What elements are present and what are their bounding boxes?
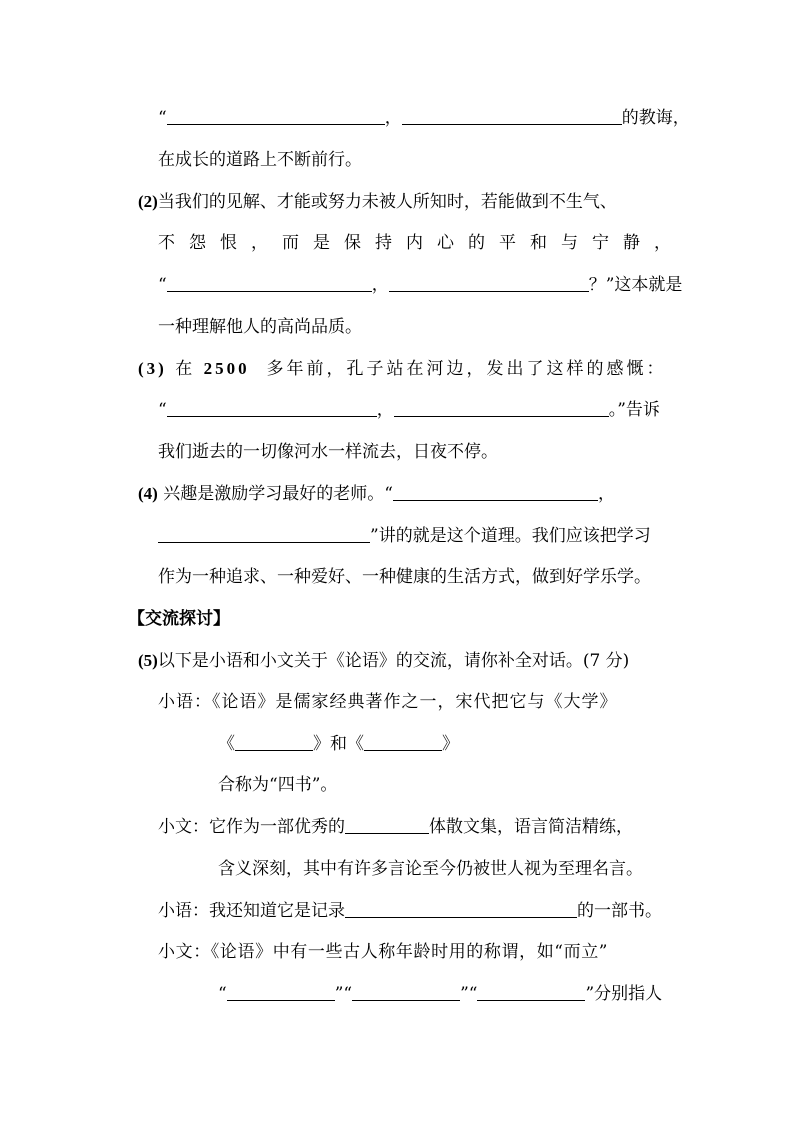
q5-blank-record[interactable] [345, 899, 577, 918]
q3-year: 2500 [203, 359, 250, 378]
q4-line-2 [158, 524, 651, 548]
dialogue-3-text-a: 小语：我还知道它是记录 [158, 901, 345, 921]
q2-end-text: ？”这本就是 [588, 275, 683, 295]
book-close: 》 [442, 734, 459, 754]
q3-answer-line [158, 398, 660, 422]
quote-sep-1: ”“ [334, 984, 353, 1004]
q2-answer-line [158, 273, 682, 297]
book-close-and: 》和《 [313, 734, 364, 754]
dialogue-3-text-b: 的一部书。 [577, 901, 662, 921]
q5-intro: 以下是小语和小文关于《论语》的交流，请你补全对话。(7 分) [157, 651, 630, 671]
q2-text-1: 当我们的见解、才能或努力未被人所知时，若能做到不生气、 [157, 192, 617, 212]
q5-line-1 [138, 649, 629, 673]
q2-number: (2) [138, 192, 158, 211]
q1-line-2: 在成长的道路上不断前行。 [158, 150, 362, 170]
q2-line-4: 一种理解他人的高尚品质。 [158, 317, 362, 337]
q4-line-1 [138, 482, 615, 506]
q2-blank-1[interactable] [167, 273, 372, 292]
book-open: 《 [218, 734, 235, 754]
dialogue-4-line-2 [218, 982, 662, 1006]
q3-blank-1[interactable] [167, 398, 377, 417]
q4-number: (4) [138, 484, 158, 503]
comma: ， [371, 275, 389, 295]
dialogue-2-line-2: 含义深刻，其中有许多言论至今仍被世人视为至理名言。 [218, 859, 643, 879]
q5-number: (5) [138, 651, 158, 670]
q4-text-2: ”讲的就是这个道理。我们应该把学习 [370, 526, 651, 546]
q3-end-text: 。”告诉 [608, 400, 660, 420]
q5-blank-book-1[interactable] [235, 732, 313, 751]
q5-blank-style[interactable] [345, 815, 429, 834]
dialogue-2-text-b: 体散文集，语言简洁精练， [429, 817, 633, 837]
q2-line-2: 不怨恨，而是保持内心的平和与宁静， [158, 233, 685, 253]
q1-blank-1[interactable] [167, 106, 385, 125]
q1-answer-line [158, 106, 690, 130]
open-quote: “ [158, 400, 167, 420]
q5-blank-age-3[interactable] [477, 982, 585, 1001]
comma: ， [384, 108, 402, 128]
q5-blank-age-2[interactable] [352, 982, 460, 1001]
comma: ， [376, 400, 394, 420]
dialogue-4-line-1: 小文：《论语》中有一些古人称年龄时用的称谓，如“而立” [158, 942, 609, 962]
q3-blank-2[interactable] [394, 398, 609, 417]
q5-blank-age-1[interactable] [227, 982, 335, 1001]
q5-blank-book-2[interactable] [364, 732, 442, 751]
dialogue-3-line [158, 899, 662, 923]
q3-text-1b: 多年前，孔子站在河边，发出了这样的感慨： [266, 359, 667, 379]
q1-after-text: 的教诲， [621, 108, 690, 128]
open-quote: “ [158, 275, 167, 295]
dialogue-1-line-3: 合称为“四书”。 [218, 775, 338, 795]
q2-line-1 [138, 190, 617, 214]
section-title: 【交流探讨】 [128, 609, 230, 629]
q4-blank-2[interactable] [158, 524, 370, 543]
dialogue-1-line-1: 小语：《论语》是儒家经典著作之一，宋代把它与《大学》 [158, 692, 618, 712]
dialogue-2-text-a: 小文：它作为一部优秀的 [158, 817, 345, 837]
quote-sep-2: ”“ [460, 984, 478, 1004]
q4-blank-1[interactable] [393, 482, 598, 501]
comma: ， [597, 484, 615, 504]
dialogue-1-line-2 [218, 732, 459, 756]
open-quote: “ [218, 984, 227, 1004]
q3-text-1a: 在 [175, 359, 196, 379]
open-quote: “ [158, 108, 167, 128]
q2-blank-2[interactable] [389, 273, 589, 292]
q3-line-1 [138, 357, 666, 381]
dialogue-2-line-1 [158, 815, 633, 839]
q3-number: (3) [138, 359, 167, 378]
q3-line-3: 我们逝去的一切像河水一样流去，日夜不停。 [158, 442, 498, 462]
q1-blank-2[interactable] [402, 106, 622, 125]
dialogue-4-end: ”分别指人 [585, 984, 663, 1004]
q4-text-1: 兴趣是激励学习最好的老师。“ [163, 484, 393, 504]
q4-line-3: 作为一种追求、一种爱好、一种健康的生活方式，做到好学乐学。 [158, 567, 651, 587]
